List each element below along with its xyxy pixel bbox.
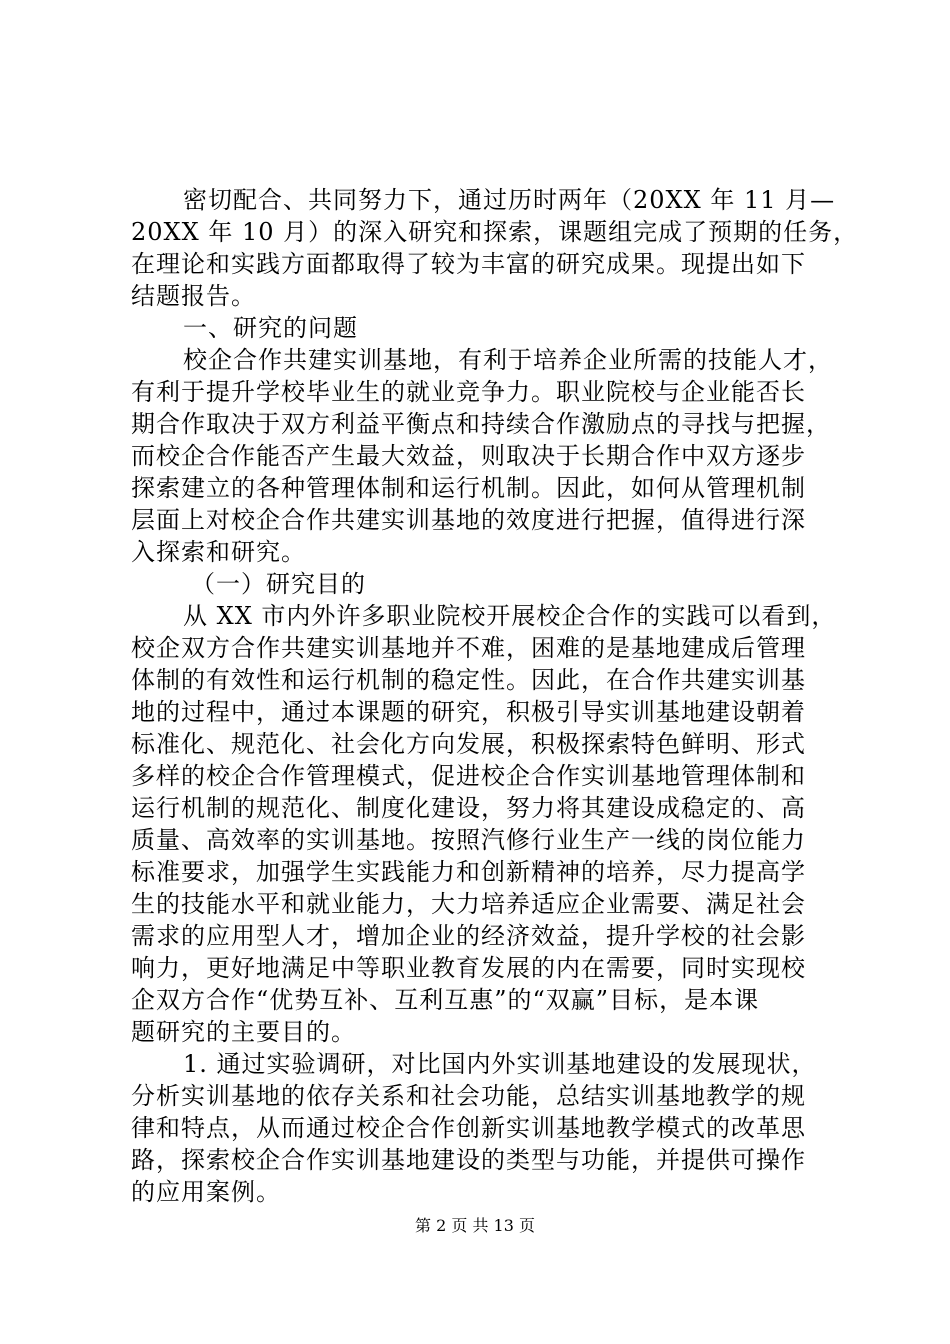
subsection-heading: （一）研究目的 <box>191 570 366 598</box>
paragraph-line: 结题报告。 <box>131 282 256 310</box>
list-item-line: 1. 通过实验调研，对比国内外实训基地建设的发展现状， <box>183 1050 817 1078</box>
paragraph-line: 题研究的主要目的。 <box>131 1018 356 1046</box>
paragraph-line: 从 XX 市内外许多职业院校开展校企合作的实践可以看到， <box>183 602 837 630</box>
paragraph-line: 有利于提升学校毕业生的就业竞争力。职业院校与企业能否长 <box>131 378 806 406</box>
paragraph-line: 20XX 年 10 月）的深入研究和探索，课题组完成了预期的任务， <box>131 218 859 246</box>
paragraph-line: 密切配合、共同努力下，通过历时两年（20XX 年 11 月— <box>183 186 836 214</box>
paragraph-line: 标准化、规范化、社会化方向发展，积极探索特色鲜明、形式 <box>131 730 806 758</box>
paragraph-line: 的应用案例。 <box>131 1178 281 1206</box>
paragraph-line: 律和特点，从而通过校企合作创新实训基地教学模式的改革思 <box>131 1114 806 1142</box>
page-number-footer: 第 2 页 共 13 页 <box>415 1216 535 1235</box>
paragraph-line: 运行机制的规范化、制度化建设，努力将其建设成稳定的、高 <box>131 794 806 822</box>
paragraph-line: 期合作取决于双方利益平衡点和持续合作激励点的寻找与把握， <box>131 410 831 438</box>
paragraph-line: 在理论和实践方面都取得了较为丰富的研究成果。现提出如下 <box>131 250 806 278</box>
paragraph-line: 路，探索校企合作实训基地建设的类型与功能，并提供可操作 <box>131 1146 806 1174</box>
paragraph-line: 地的过程中，通过本课题的研究，积极引导实训基地建设朝着 <box>131 698 806 726</box>
section-heading: 一、研究的问题 <box>183 314 358 342</box>
paragraph-line: 层面上对校企合作共建实训基地的效度进行把握，值得进行深 <box>131 506 806 534</box>
paragraph-line: 而校企合作能否产生最大效益，则取决于长期合作中双方逐步 <box>131 442 806 470</box>
document-body <box>131 184 859 1208</box>
paragraph-line: 多样的校企合作管理模式，促进校企合作实训基地管理体制和 <box>131 762 806 790</box>
paragraph-line: 校企双方合作共建实训基地并不难，困难的是基地建成后管理 <box>131 634 806 662</box>
paragraph-line: 响力，更好地满足中等职业教育发展的内在需要，同时实现校 <box>131 954 806 982</box>
paragraph-line: 需求的应用型人才，增加企业的经济效益，提升学校的社会影 <box>131 922 806 950</box>
paragraph-line: 分析实训基地的依存关系和社会功能，总结实训基地教学的规 <box>131 1082 806 1110</box>
paragraph-line: 校企合作共建实训基地，有利于培养企业所需的技能人才， <box>183 346 833 374</box>
paragraph-line: 标准要求，加强学生实践能力和创新精神的培养，尽力提高学 <box>131 858 806 886</box>
paragraph-line: 质量、高效率的实训基地。按照汽修行业生产一线的岗位能力 <box>131 826 806 854</box>
paragraph-line: 企双方合作“优势互补、互利互惠”的“双赢”目标，是本课 <box>131 986 760 1014</box>
paragraph-line: 入探索和研究。 <box>131 538 306 566</box>
paragraph-line: 体制的有效性和运行机制的稳定性。因此，在合作共建实训基 <box>131 666 806 694</box>
paragraph-line: 生的技能水平和就业能力，大力培养适应企业需要、满足社会 <box>131 890 806 918</box>
paragraph-line: 探索建立的各种管理体制和运行机制。因此，如何从管理机制 <box>131 474 806 502</box>
